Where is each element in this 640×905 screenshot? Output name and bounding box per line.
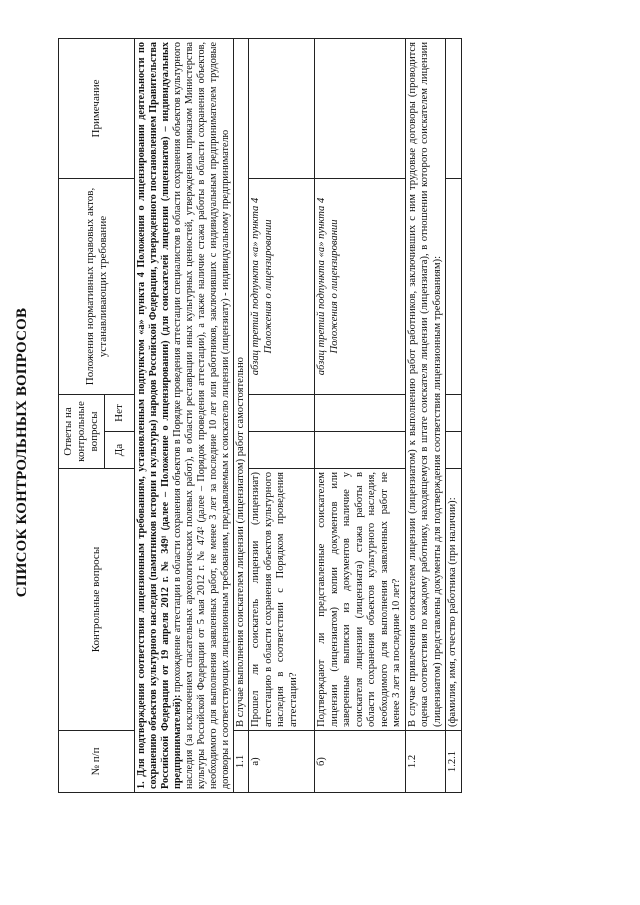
row-1-2-1-no [446, 394, 462, 431]
row-1-1-text: В случае выполнения соискателем лицензии (лицензиатом) работ самостоятельно [233, 38, 249, 730]
row-a-question: Прошел ли соискатель лицензии (лицензиат) аттестацию в области сохранения объектов культурного наследия в соответствии с Порядком проведения аттестации? [249, 469, 315, 731]
row-b-no [315, 394, 406, 431]
control-questions-table [58, 38, 462, 793]
header-num: № п/п [59, 731, 135, 793]
row-1-2-1-question: (фамилия, имя, отчество работника (при наличии): [446, 469, 462, 731]
row-a-num: а) [249, 731, 315, 793]
row-1-2-1-num: 1.2.1 [446, 731, 462, 793]
header-norms: Положения нормативных правовых актов, устанавливающих требование [59, 178, 135, 394]
row-1-2-text: В случае привлечения соискателем лицензии (лицензиатом) к выполнению работ работников, заключивших с ним трудовые договоры (проводится оценка соответствия по каждому работнику, находящемуся в штате соискателя лицензии (лицензиата), в отношении которого соискателем лицензии (лицензиатом) представлены документы для подтверждения соответствия лицензионным требованиям): [405, 38, 446, 730]
row-b-norm: абзац третий подпункта «а» пункта 4 Положения о лицензировании [315, 178, 406, 394]
header-note: Примечание [59, 38, 135, 178]
row-b-num: б) [315, 731, 406, 793]
row-a-norm: абзац третий подпункта «а» пункта 4 Положения о лицензировании [249, 178, 315, 394]
header-no: Нет [105, 394, 135, 431]
row-1-2-1-norm [446, 178, 462, 394]
row-b-yes [315, 432, 406, 469]
row-a-yes [249, 432, 315, 469]
section-1-cell [135, 38, 234, 792]
section-1-text: прохождение аттестации в области сохранения объектов в Порядке проведения аттестации специалистов в области сохранения объектов культурного наследия (за исключением спасательных археологических полевых работ), в области реставрации иных культурных ценностей, утвержденном приказом Министерства культуры Российской Федерации от 5 мая 2012 г. № 474² (далее – Порядок проведения аттестации), а также наличие стажа работы в области сохранения объектов, необходимого для выполнения заявленных работ, не менее 3 лет за последние 10 лет или работников, заключивших с индивидуальным предпринимателем трудовые договоры и соответствующих лицензионным требованиям, предъявляемым к соискателю лицензии (лицензиату) - индивидуальному предпринимателю [171, 41, 231, 789]
header-answers: Ответы на контрольные вопросы [59, 394, 105, 468]
row-1-1-num: 1.1 [233, 731, 249, 793]
row-1-2-1-yes [446, 432, 462, 469]
header-yes: Да [105, 432, 135, 469]
row-b-note [315, 38, 406, 178]
row-a-no [249, 394, 315, 431]
row-a-note [249, 38, 315, 178]
row-b-question: Подтверждают ли представленные соискателем лицензии (лицензиатом) копии документов или заверенные выписки из документов наличие у соискателя лицензии (лицензиата) стажа работы в области сохранения объектов культурного наследия, необходимого для выполнения заявленных работ не менее 3 лет за последние 10 лет? [315, 469, 406, 731]
row-1-2-1-note [446, 38, 462, 178]
header-questions: Контрольные вопросы [59, 469, 135, 731]
row-1-2-num: 1.2 [405, 731, 446, 793]
document-title: СПИСОК КОНТРОЛЬНЫХ ВОПРОСОВ [14, 307, 30, 598]
section-1-heading: 1. Для подтверждения соответствия лицензионным требованиям, установленным подпунктом «а» пункта 4 Положения о лицензировании деятельности по сохранению объектов культурного наследия (памятников истории и культуры) народов Российской Федерации, утвержденного постановлением Правительства Российской Федерации от 19 апреля 2012 г. № 349¹ (далее – Положение о лицензировании) (для соискателей лицензии (лицензиатов) – индивидуальных предпринимателей): [136, 41, 183, 789]
